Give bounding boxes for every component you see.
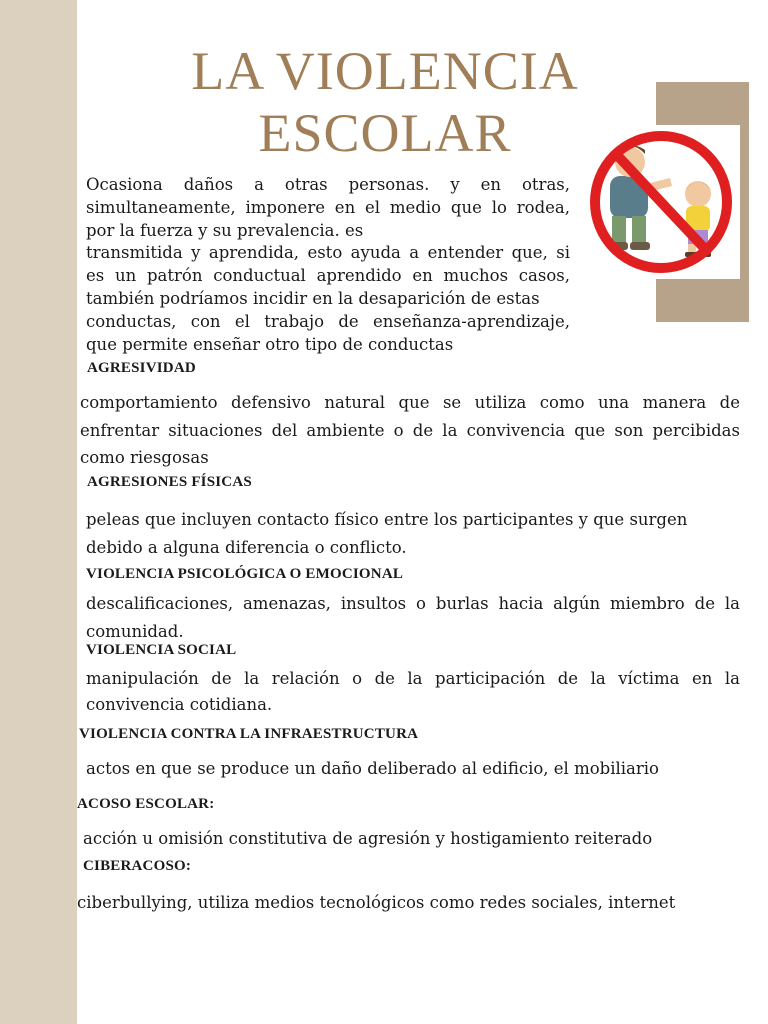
body-line: comportamiento defensivo natural que se utiliza como una manera de — [80, 393, 740, 412]
body-line: ciberbullying, utiliza medios tecnológicos como redes sociales, internet — [77, 893, 676, 912]
body-line: debido a alguna diferencia o conflicto. — [86, 538, 407, 557]
body-line: como riesgosas — [80, 448, 209, 467]
section-heading-acoso-escolar: ACOSO ESCOLAR: — [77, 796, 215, 812]
intro-line: simultaneamente, imponere en el medio que lo rodea, — [86, 197, 570, 217]
section-heading-violencia-infraestructura: VIOLENCIA CONTRA LA INFRAESTRUCTURA — [79, 726, 419, 742]
section-body-agresiones-fisicas — [86, 506, 726, 562]
intro-line: también podríamos incidir en la desaparición de estas — [86, 288, 540, 308]
intro-line: transmitida y aprendida, esto ayuda a entender que, si — [86, 243, 570, 263]
section-body-violencia-infraestructura — [86, 757, 746, 781]
body-line: actos en que se produce un daño deliberado al edificio, el mobiliario — [86, 759, 659, 778]
body-line: manipulación de la relación o de la participación de la víctima en la — [86, 669, 740, 688]
body-line: acción u omisión constitutiva de agresión y hostigamiento reiterado — [83, 829, 653, 848]
section-heading-ciberacoso: CIBERACOSO: — [83, 858, 192, 874]
intro-line: Ocasiona daños a otras personas. y en otras, — [86, 175, 570, 194]
no-bullying-sign-icon — [578, 124, 744, 280]
title-line-1: LA VIOLENCIA — [191, 41, 579, 101]
section-heading-agresiones-fisicas: AGRESIONES FÍSICAS — [87, 474, 252, 490]
section-body-ciberacoso — [77, 891, 757, 915]
intro-line: es un patrón conductual aprendido en muchos casos, — [86, 266, 570, 286]
body-line: descalificaciones, amenazas, insultos o burlas hacia algún miembro de la — [86, 594, 740, 613]
page-title — [150, 40, 620, 164]
title-line-2: ESCOLAR — [258, 103, 512, 163]
body-line: convivencia cotidiana. — [86, 695, 273, 714]
intro-paragraph — [86, 174, 570, 356]
intro-line: por la fuerza y su prevalencia. es — [86, 220, 364, 240]
section-body-agresividad — [80, 389, 740, 472]
section-heading-agresividad: AGRESIVIDAD — [87, 360, 196, 376]
section-heading-violencia-psicologica: VIOLENCIA PSICOLÓGICA O EMOCIONAL — [86, 566, 404, 582]
body-line: enfrentar situaciones del ambiente o de la convivencia que son percibidas — [80, 420, 740, 440]
body-line: peleas que incluyen contacto físico entre los participantes y que surgen — [86, 510, 688, 529]
section-body-acoso-escolar — [83, 827, 743, 851]
left-decorative-band — [0, 0, 77, 1024]
intro-line: conductas, con el trabajo de enseñanza-aprendizaje, — [86, 311, 570, 331]
section-heading-violencia-social: VIOLENCIA SOCIAL — [86, 642, 237, 658]
section-body-violencia-social — [86, 666, 740, 718]
intro-line: que permite enseñar otro tipo de conductas — [86, 334, 454, 354]
body-line: comunidad. — [86, 622, 184, 641]
section-body-violencia-psicologica — [86, 590, 740, 646]
